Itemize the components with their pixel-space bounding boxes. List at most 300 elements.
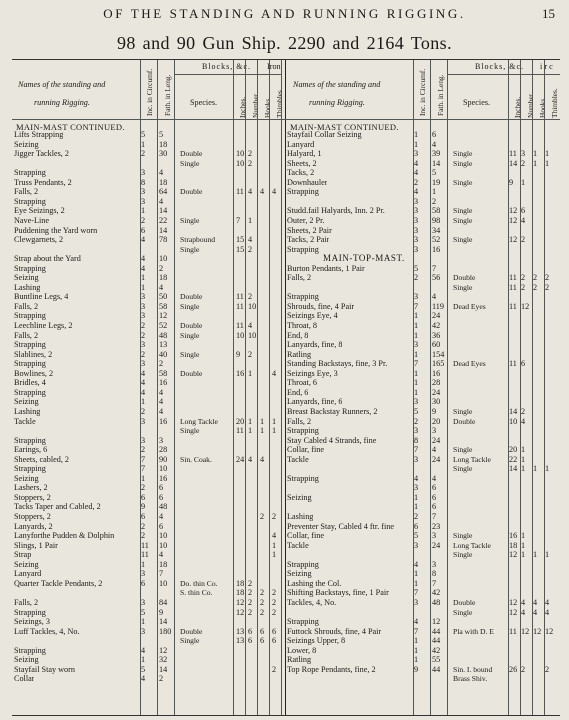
fathoms: 6 [432,492,437,502]
iron-thimbles: 6 [272,636,277,646]
inches-circ: 4 [141,254,146,264]
rigging-name: Strapping [14,311,46,321]
block-species: Double [180,626,203,636]
rigging-name: Leechline Legs, 2 [14,321,73,330]
rigging-name: Ratling [287,349,312,359]
right-table-row [12,646,560,655]
fathoms: 10 [159,540,168,550]
fathoms: 36 [432,330,441,340]
fathoms: 154 [432,349,445,359]
inches-circ: 2 [141,406,146,416]
inches-circ: 2 [414,512,419,521]
iron-hooks: 2 [260,607,265,617]
fathoms: 30 [432,397,441,407]
rigging-name: Standing Backstays, fine, 3 Pr. [287,359,388,369]
inches-circ: 1 [414,130,419,139]
fathoms: 58 [159,301,168,311]
right-table-row [12,512,560,521]
iron-hooks: 2 [260,512,265,521]
block-species: Do. thin Co. [180,578,218,588]
rigging-name: End, 6 [287,387,309,397]
fathoms: 18 [159,177,168,187]
block-number: 2 [248,292,253,302]
block-number: 2 [521,282,526,292]
right-table-row [12,187,560,196]
block-species: Single [453,550,473,560]
block-number: 6 [521,206,526,216]
inches-circ: 1 [414,645,419,655]
inches-circ: 5 [414,263,419,273]
fathoms: 4 [159,550,164,560]
header-names: Names of the standing and [18,80,106,89]
iron-thimbles: 1 [545,158,550,168]
right-table-row [12,235,560,244]
right-table-row [12,292,560,301]
fathoms: 24 [432,540,441,550]
inches-circ: 1 [414,636,419,646]
inches-circ: 6 [141,578,146,588]
right-table-row [12,493,560,502]
inches-circ: 2 [141,349,146,359]
inches-circ: 3 [141,359,146,369]
right-table-row [12,378,560,387]
block-number: 4 [248,454,253,464]
rigging-name: Stoppers, 2 [14,492,51,502]
fathoms: 60 [432,340,441,350]
inches-circ: 1 [141,617,146,627]
header-fathoms: Fath. in Leng. [163,74,172,116]
header-hooks-r: Hooks. [538,96,547,118]
inches-circ: 1 [414,330,419,340]
inches-circ: 4 [141,378,146,388]
inches-circ: 1 [414,139,419,149]
inches-circ: 1 [414,387,419,397]
fathoms: 39 [432,149,441,159]
block-inches: 24 [236,454,245,464]
block-inches: 22 [509,454,518,464]
block-species: Single [180,349,200,359]
fathoms: 5 [159,130,164,139]
inches-circ: 3 [414,235,419,245]
rigging-name: Falls, 2 [14,187,39,197]
rigging-name: Outer, 2 Pr. [287,215,325,225]
fathoms: 48 [159,502,168,512]
block-inches: 11 [509,273,517,283]
header-rule [12,119,560,120]
iron-hooks: 4 [260,454,265,464]
fathoms: 12 [159,645,168,655]
iron-thimbles: 1 [272,540,277,550]
right-table-row [12,168,560,177]
fathoms: 16 [432,244,441,254]
iron-hooks: 1 [260,426,265,436]
block-species: Single [453,445,473,455]
fathoms: 44 [432,636,441,646]
header-iron: Iron [267,62,281,71]
fathoms: 119 [432,301,444,311]
inches-circ: 11 [141,540,149,550]
fathoms: 180 [159,626,172,636]
inches-circ: 8 [414,435,419,445]
inches-circ: 3 [414,292,419,302]
fathoms: 16 [432,368,441,378]
block-species: Single [453,158,473,168]
block-species: Double [180,292,203,302]
block-inches: 12 [509,607,518,617]
iron-hooks: 2 [260,588,265,598]
block-inches: 15 [236,235,245,245]
rigging-name: End, 8 [287,330,309,340]
right-table-row [12,273,560,282]
block-species: Dead Eyes [453,359,486,369]
rigging-name: Falls, 2 [14,301,39,311]
block-species: Single [453,215,473,225]
inches-circ: 1 [414,321,419,330]
rigging-name: Eye Seizings, 2 [14,206,65,216]
fathoms: 40 [159,349,168,359]
fathoms: 3 [432,531,437,541]
inches-circ: 1 [141,273,146,283]
block-inches: 12 [509,235,518,245]
block-number: 2 [521,235,526,245]
rigging-name: Sheets, 2 Pair [287,225,332,235]
block-species: S. thin Co. [180,588,213,598]
right-table-row [12,655,560,664]
inches-circ: 1 [414,655,419,665]
fathoms: 58 [159,368,168,378]
right-table-row [12,388,560,397]
fathoms: 16 [159,378,168,388]
block-inches: 11 [509,282,517,292]
block-number: 3 [521,149,526,159]
rigging-name: Shifting Backstays, fine, 1 Pair [287,588,389,598]
block-number: 1 [521,550,526,560]
block-species: Sin. Coak. [180,454,212,464]
fathoms: 9 [159,607,164,617]
rigging-name: Seizing [14,397,39,407]
inches-circ: 4 [141,235,146,245]
right-table-row [12,674,560,683]
block-inches: 12 [509,206,518,216]
right-table-row [12,321,560,330]
block-inches: 12 [509,215,518,225]
header-irc: i r c [540,62,553,71]
inches-circ: 3 [414,483,419,493]
block-number: 1 [521,464,526,474]
rigging-name: Halyard, 1 [287,149,322,159]
inches-circ: 1 [141,655,146,665]
rigging-name: Breast Backstay Runners, 2 [287,406,378,416]
right-table-row [12,302,560,311]
inches-circ: 1 [414,349,419,359]
block-number: 2 [521,158,526,168]
inches-circ: 7 [141,464,146,474]
iron-hooks: 2 [533,273,538,283]
inches-circ: 2 [141,521,146,531]
rigging-name: Throat, 6 [287,378,318,388]
block-number: 2 [521,664,526,674]
fathoms: 23 [432,521,441,531]
header-species-r: Species. [463,98,491,107]
fathoms: 4 [159,282,164,292]
inches-circ: 4 [141,674,146,684]
block-number: 1 [521,445,526,455]
block-number: 2 [248,349,253,359]
rigging-name: Luff Tackles, 4, No. [14,626,80,636]
rigging-name: Strapping [287,292,319,302]
rigging-name: Shrouds, fine, 4 Pair [287,301,355,311]
rigging-name: Lanyard [14,569,42,579]
header-names-r: Names of the standing and [293,80,381,89]
rigging-name: Jigger Tackles, 2 [14,149,69,159]
right-table-row [12,178,560,187]
inches-circ: 4 [141,263,146,273]
block-species: Single [180,215,200,225]
fathoms: 24 [432,435,441,445]
block-species: Single [453,531,473,541]
block-species: Double [453,597,476,607]
block-species: Single [453,149,473,159]
inches-circ: 5 [141,664,146,674]
block-number: 1 [521,531,526,541]
block-species: Long Tackle [453,540,491,550]
rigging-name: Studd.fail Halyards, Inn. 2 Pr. [287,206,385,216]
rigging-name: Lashers, 2 [14,483,48,493]
rigging-name: Strapping [14,263,46,273]
block-inches: 15 [236,244,245,254]
fathoms: 10 [159,578,168,588]
fathoms: 3 [159,435,164,445]
rigging-name: Seizings Eye, 3 [287,368,338,378]
rigging-name: Slings, 1 Pair [14,540,58,550]
rigging-name: Falls, 2 [14,597,39,607]
inches-circ: 3 [141,435,146,445]
inches-circ: 2 [141,321,146,330]
block-inches: 10 [236,158,245,168]
rigging-name: Strapping [14,464,46,474]
block-species: Single [453,282,473,292]
right-table-row [12,455,560,464]
fathoms: 4 [159,196,164,206]
iron-hooks: 12 [533,626,542,636]
inches-circ: 4 [414,158,419,168]
block-inches: 11 [509,301,517,311]
inches-circ: 7 [414,626,419,636]
block-number: 1 [248,426,253,436]
right-table-row [12,311,560,320]
inches-circ: 3 [141,340,146,350]
header-fathoms-r: Fath. in Leng. [436,74,445,116]
iron-thimbles: 1 [545,149,550,159]
right-table-row [12,197,560,206]
block-number: 6 [521,359,526,369]
inches-circ: 3 [141,569,146,579]
right-table-row [12,130,560,139]
fathoms: 4 [432,473,437,483]
fathoms: 8 [432,569,437,579]
rigging-name: Lashing the Col. [287,578,342,588]
inches-circ: 1 [414,502,419,512]
iron-thimbles: 2 [545,664,550,674]
rigging-name: Sheets, 2 [287,158,317,168]
iron-thimbles: 12 [545,626,554,636]
rigging-name: Tackle [287,454,309,464]
block-number: 2 [248,158,253,168]
fathoms: 7 [159,569,164,579]
inches-circ: 8 [141,177,146,187]
rigging-name: Strapping [14,340,46,350]
rigging-name: Seizing [14,473,39,483]
fathoms: 28 [159,445,168,455]
inches-circ: 2 [141,330,146,340]
right-table-row [12,264,560,273]
block-species: Dead Eyes [453,301,486,311]
block-inches: 10 [509,416,518,426]
iron-thimbles: 1 [545,464,550,474]
inches-circ: 3 [141,292,146,302]
iron-thimbles: 2 [272,664,277,674]
block-species: Double [453,416,476,426]
rigging-name: Falls, 2 [287,273,312,283]
right-section-title: MAIN-MAST CONTINUED. [290,122,399,132]
fathoms: 14 [159,617,168,627]
fathoms: 6 [159,521,164,531]
rigging-name: Collar, fine [287,531,324,541]
inches-circ: 6 [141,512,146,521]
iron-thimbles: 2 [545,273,550,283]
block-number: 2 [521,273,526,283]
block-number: 2 [248,578,253,588]
inches-circ: 1 [414,378,419,388]
block-inches: 12 [509,597,518,607]
block-number: 4 [248,321,253,330]
right-table-row [12,531,560,540]
fathoms: 14 [159,225,168,235]
rigging-name: Collar [14,674,35,684]
block-inches: 13 [236,636,245,646]
rigging-name: Lashing [14,406,41,416]
right-table-row [12,502,560,511]
rigging-name: Seizing [14,273,39,283]
block-species: Brass Shiv. [453,674,488,684]
header-thimbles-r: Thimbles. [550,88,559,118]
inches-circ: 1 [414,569,419,579]
iron-hooks: 4 [260,187,265,197]
block-species: Double [180,368,203,378]
block-number: 2 [248,244,253,254]
fathoms: 2 [159,359,164,369]
block-inches: 7 [236,215,241,225]
fathoms: 14 [159,206,168,216]
right-table-row [12,206,560,215]
inches-circ: 2 [141,445,146,455]
fathoms: 78 [159,235,168,245]
inches-circ: 11 [141,550,149,560]
block-species: Long Tackle [453,454,491,464]
fathoms: 13 [159,340,168,350]
inches-circ: 4 [414,559,419,569]
right-table-row [12,359,560,368]
iron-hooks: 6 [260,626,265,636]
fathoms: 16 [159,473,168,483]
block-inches: 11 [236,321,244,330]
iron-thimbles: 4 [272,531,277,541]
fathoms: 3 [432,426,437,436]
rigging-name: Puddening the Yard worn [14,225,98,235]
right-table-row [12,426,560,435]
rigging-name: Lanyard [287,139,315,149]
fathoms: 3 [432,559,437,569]
block-species: Single [180,636,200,646]
block-inches: 10 [236,330,245,340]
block-number: 2 [248,607,253,617]
inches-circ: 4 [141,368,146,378]
fathoms: 84 [159,597,168,607]
inches-circ: 3 [141,301,146,311]
inches-circ: 4 [141,387,146,397]
block-inches: 14 [509,464,518,474]
fathoms: 7 [432,263,437,273]
fathoms: 48 [159,330,168,340]
inches-circ: 6 [141,225,146,235]
block-inches: 12 [509,550,518,560]
fathoms: 6 [432,502,437,512]
right-table-row [12,245,560,254]
iron-hooks: 1 [533,149,538,159]
rigging-name: Falls, 2 [287,416,312,426]
header-inches-circ: Inc. in Circumf. [145,68,154,116]
block-number: 6 [248,636,253,646]
fathoms: 6 [432,483,437,493]
block-number: 4 [248,187,253,197]
block-species: Single [453,464,473,474]
rigging-name: Downhauler [287,177,328,187]
rigging-name: Collar, fine [287,445,324,455]
rigging-name: Sheets, cabled, 2 [14,454,70,464]
block-species: Single [453,206,473,216]
block-species: Double [180,149,203,159]
inches-circ: 3 [141,187,146,197]
page-number: 15 [542,6,555,21]
block-species: Single [453,607,473,617]
fathoms: 20 [432,416,441,426]
right-table-row [12,588,560,597]
block-inches: 18 [236,588,245,598]
block-species: Single [180,426,200,436]
block-number: 2 [248,588,253,598]
inches-circ: 1 [141,559,146,569]
block-species: Single [180,244,200,254]
inches-circ: 1 [141,282,146,292]
fathoms: 7 [432,578,437,588]
fathoms: 2 [432,196,437,206]
block-inches: 13 [236,626,245,636]
inches-circ: 3 [414,225,419,235]
inches-circ: 3 [141,597,146,607]
fathoms: 50 [159,292,168,302]
rigging-name: Lanyforthe Pudden & Dolphin [14,531,115,541]
inches-circ: 4 [414,617,419,627]
block-number: 1 [521,454,526,464]
rigging-name: Stay Cabled 4 Strands, fine [287,435,377,445]
block-inches: 9 [236,349,241,359]
right-table-row [12,436,560,445]
inches-circ: 2 [141,149,146,159]
left-section-title: MAIN-MAST CONTINUED. [16,122,125,132]
block-species: Double [180,321,203,330]
right-table-row [12,369,560,378]
block-inches: 10 [236,149,245,159]
